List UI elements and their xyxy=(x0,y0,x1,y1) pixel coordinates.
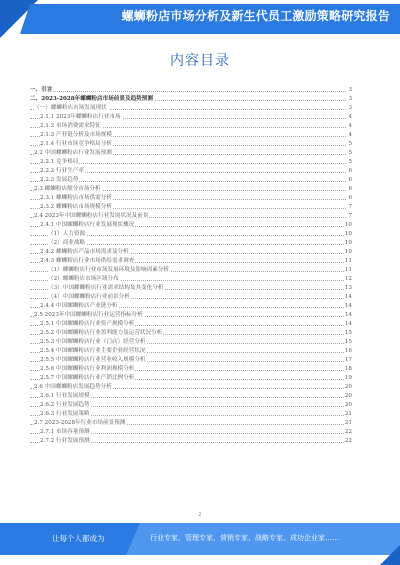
toc-entry[interactable] xyxy=(30,158,352,167)
report-title: 螺蛳粉店市场分析及新生代员工激励策略研究报告 xyxy=(121,9,390,23)
toc-entry[interactable] xyxy=(30,275,352,284)
toc-entry-title: 2.4.4 中国螺蛳粉店产业链分析 xyxy=(40,303,118,309)
toc-entry-title: （1）人力资源 xyxy=(48,231,86,237)
toc-entry-page: 5 xyxy=(348,159,352,165)
footer-slogan-left: 让每个人都成为 xyxy=(52,534,105,543)
toc-entry-title: 2.2.1 竞争格局 xyxy=(40,159,79,165)
toc-entry-title: 二、2023-2028年螺蛳粉店市场前景及趋势预测 xyxy=(30,96,153,102)
toc-entry[interactable] xyxy=(30,86,352,95)
toc-leader-dots xyxy=(30,91,352,92)
footer-corner-triangle xyxy=(380,545,400,565)
toc-heading: 内容目录 xyxy=(170,53,230,69)
toc-entry-page: 14 xyxy=(344,303,352,309)
toc-entry-title: （3）中国螺蛳粉店行业需求结构及其变化分析 xyxy=(48,285,164,291)
toc-entry[interactable] xyxy=(30,95,352,104)
toc-entry[interactable] xyxy=(30,230,352,239)
toc-entry-page: 14 xyxy=(344,321,352,327)
toc-entry[interactable] xyxy=(30,257,352,266)
toc-entry[interactable] xyxy=(30,185,352,194)
toc-entry[interactable] xyxy=(30,374,352,383)
toc-entry[interactable] xyxy=(30,302,352,311)
toc-entry-title: 2.5.3 中国螺蛳粉店行业（门店）经营分析 xyxy=(40,339,146,345)
toc-entry-title: 2.5.2 中国螺蛳粉店行业盈利能力及运营状况分析 xyxy=(40,330,163,336)
toc-entry[interactable] xyxy=(30,347,352,356)
toc-entry-page: 6 xyxy=(348,186,352,192)
toc-entry[interactable] xyxy=(30,437,352,446)
toc-entry-title: 2.7.2 行业发展预测 xyxy=(40,438,90,444)
toc-entry-title: 2.6.1 行业发展规模 xyxy=(40,393,90,399)
toc-entry[interactable] xyxy=(30,203,352,212)
header-banner xyxy=(0,0,400,38)
toc-entry-title: 2.5.6 中国螺蛳粉店行业利润规模分析 xyxy=(40,366,135,372)
toc-entry[interactable] xyxy=(30,284,352,293)
toc-entry-page: 21 xyxy=(344,420,352,426)
toc-entry-title: 2.1.4 行业市场竞争格局分析 xyxy=(40,141,112,147)
toc-entry-title: 2.3 螺蛳粉店细分市场分析 xyxy=(34,186,101,192)
toc-entry-title: 2.5 2023年中国螺蛳粉店行业运营指标分析 xyxy=(34,312,143,318)
toc-entry-page: 19 xyxy=(344,375,352,381)
toc-entry[interactable] xyxy=(30,401,352,410)
toc-entry-page: 7 xyxy=(348,213,352,219)
toc-entry-title: 2.5.5 中国螺蛳粉店行业营业收入规模分析 xyxy=(40,357,146,363)
toc-entry-page: 22 xyxy=(344,438,352,444)
toc-entry-title: 2.7.1 市场容量预测 xyxy=(40,429,90,435)
toc-entry-title: 2.1.2 市场消费需求特征 xyxy=(40,123,101,129)
toc-entry-title: （4）中国螺蛳粉店行业前景分析 xyxy=(48,294,130,300)
toc-entry-title: 2.6.2 行业发展趋势 xyxy=(40,402,90,408)
toc-entry[interactable] xyxy=(30,338,352,347)
toc-entry-title: 2.2.2 行业生产率 xyxy=(40,168,84,174)
toc-entry-page: 10 xyxy=(344,222,352,228)
toc-entry[interactable] xyxy=(30,266,352,275)
toc-entry-page: 20 xyxy=(344,402,352,408)
toc-entry-title: 2.4 2023年中国螺蛳粉店行业发展状况及前景 xyxy=(34,213,149,219)
toc-entry-title: 2.2.3 发展趋势 xyxy=(40,177,79,183)
toc-entry-title: 2.6.3 行业发展策略 xyxy=(40,411,90,417)
toc-entry[interactable] xyxy=(30,104,352,113)
toc-entry-page: 4 xyxy=(348,132,352,138)
toc-entry[interactable] xyxy=(30,428,352,437)
toc-entry-page: 15 xyxy=(344,330,352,336)
toc-entry-page: 5 xyxy=(348,150,352,156)
toc-entry-page: 15 xyxy=(344,339,352,345)
toc-entry-page: 11 xyxy=(344,258,352,264)
toc-entry[interactable] xyxy=(30,131,352,140)
toc-entry[interactable] xyxy=(30,194,352,203)
toc-entry-page: 17 xyxy=(344,357,352,363)
toc-entry-page: 20 xyxy=(344,384,352,390)
toc-entry-page: 21 xyxy=(344,411,352,417)
toc-entry-title: 2.5.4 中国螺蛳粉店行业主要企业经营状况 xyxy=(40,348,146,354)
toc-entry-page: 4 xyxy=(348,114,352,120)
toc-entry[interactable] xyxy=(30,221,352,230)
toc-entry[interactable] xyxy=(30,122,352,131)
toc-entry[interactable] xyxy=(30,356,352,365)
toc-entry-title: 2.4.1 中国螺蛳粉店行业发展现状概况 xyxy=(40,222,135,228)
footer-banner xyxy=(0,523,400,565)
toc-entry[interactable] xyxy=(30,113,352,122)
toc-entry-title: 2.1.3 产业链分析及市场规模 xyxy=(40,132,112,138)
toc-entry-title: 一、引言 xyxy=(30,87,53,93)
toc-entry-page: 6 xyxy=(348,177,352,183)
toc-entry-title: （2）商业战略 xyxy=(48,240,86,246)
toc-entry[interactable] xyxy=(30,212,352,221)
toc-entry-page: 6 xyxy=(348,195,352,201)
toc-entry[interactable] xyxy=(30,248,352,257)
toc-entry-page: 20 xyxy=(344,393,352,399)
toc-entry-page: 10 xyxy=(344,231,352,237)
toc-entry[interactable] xyxy=(30,239,352,248)
toc-entry-page: 10 xyxy=(344,249,352,255)
toc-entry-page: 3 xyxy=(348,105,352,111)
toc-entry[interactable] xyxy=(30,167,352,176)
toc-entry-page: 7 xyxy=(348,204,352,210)
toc-entry-title: （1）螺蛳粉店行业市场发展环境及影响因素分析 xyxy=(48,267,170,273)
toc-entry-page: 13 xyxy=(344,285,352,291)
toc-entry-page: 10 xyxy=(344,240,352,246)
toc-entry[interactable] xyxy=(30,329,352,338)
toc-entry[interactable] xyxy=(30,149,352,158)
toc-entry[interactable] xyxy=(30,419,352,428)
toc-entry-title: （2）螺蛳粉店市场区域分布 xyxy=(48,276,119,282)
toc-entry[interactable] xyxy=(30,365,352,374)
toc-entry[interactable] xyxy=(30,383,352,392)
toc-entry-title: 2.2 中国螺蛳粉店行业发展预测 xyxy=(34,150,112,156)
toc-entry-page: 18 xyxy=(344,366,352,372)
toc-entry-page: 5 xyxy=(348,141,352,147)
footer-slogan-right: 行业专家、管理专家、营销专家、战略专家、成功企业家…… xyxy=(150,534,339,542)
toc-entry-page: 16 xyxy=(344,348,352,354)
toc-entry-page: 22 xyxy=(344,429,352,435)
toc-entry-page: 3 xyxy=(348,87,352,93)
toc-entry-page: 12 xyxy=(344,276,352,282)
toc-entry[interactable] xyxy=(30,311,352,320)
toc-entry-page: 14 xyxy=(344,294,352,300)
toc-entry[interactable] xyxy=(30,320,352,329)
table-of-contents xyxy=(30,86,352,446)
toc-entry-title: 2.5.7 中国螺蛳粉店行业产销比例分析 xyxy=(40,375,135,381)
toc-entry-page: 11 xyxy=(344,267,352,273)
toc-entry-title: 2.4.3 螺蛳粉店行业市场供给需求调查 xyxy=(40,258,135,264)
toc-entry-title: 2.4.2 螺蛳粉店产品市场需求及分析 xyxy=(40,249,129,255)
toc-entry-title: 2.3.1 螺蛳粉店市场供需分析 xyxy=(40,195,112,201)
toc-entry[interactable] xyxy=(30,392,352,401)
toc-entry[interactable] xyxy=(30,176,352,185)
toc-entry-title: 2.3.2 螺蛳粉店市场规模分析 xyxy=(40,204,112,210)
toc-entry-title: 2.6 中国螺蛳粉店发展趋势分析 xyxy=(34,384,112,390)
toc-entry-title: 2.1.1 2023年螺蛳粉店行业市场 xyxy=(40,114,121,120)
toc-entry[interactable] xyxy=(30,293,352,302)
toc-entry-page: 6 xyxy=(348,168,352,174)
toc-entry-title: 2.5.1 中国螺蛳粉店行业资产规模分析 xyxy=(40,321,135,327)
toc-entry[interactable] xyxy=(30,410,352,419)
toc-entry-title: 2.7 2023-2028年行业市场前景预测 xyxy=(34,420,126,426)
toc-entry-page: 3 xyxy=(348,96,352,102)
toc-entry[interactable] xyxy=(30,140,352,149)
page-number: 2 xyxy=(198,512,202,518)
toc-entry-page: 4 xyxy=(348,123,352,129)
toc-entry-page: 14 xyxy=(344,312,352,318)
toc-entry-title: （一）螺蛳粉店市场发展现状 xyxy=(34,105,107,111)
